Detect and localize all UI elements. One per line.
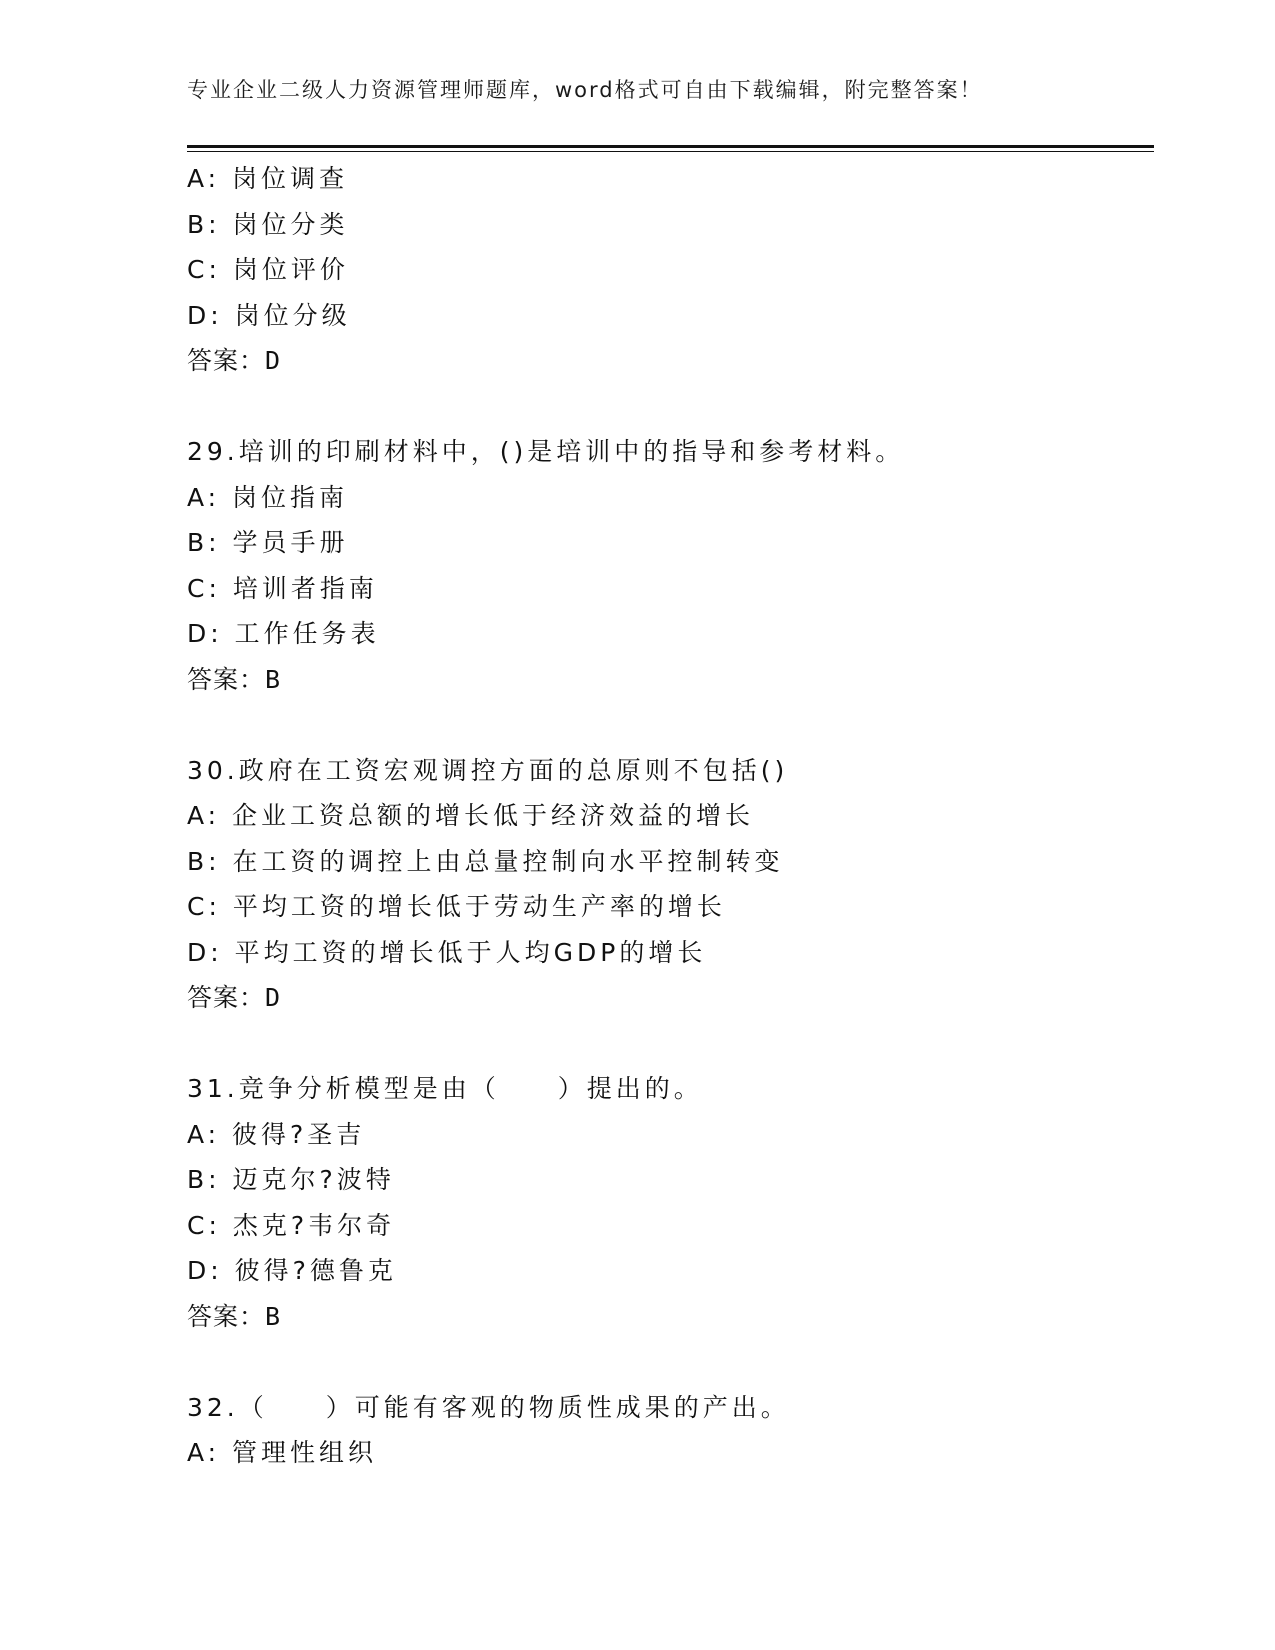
- question-block-30: [187, 748, 1154, 1021]
- spacer: [187, 1339, 1154, 1385]
- question-stem: 30.政府在工资宏观调控方面的总原则不包括(): [187, 755, 789, 785]
- option-c: C: 岗位评价: [187, 255, 349, 284]
- answer-line: 答案：D: [187, 346, 282, 375]
- spacer: [187, 702, 1154, 748]
- option-a: A: 管理性组织: [187, 1438, 378, 1467]
- page-header: 专业企业二级人力资源管理师题库，word格式可自由下载编辑，附完整答案！: [187, 78, 983, 102]
- option-c: C: 平均工资的增长低于劳动生产率的增长: [187, 892, 726, 921]
- question-stem: 32.（ ）可能有客观的物质性成果的产出。: [187, 1392, 790, 1422]
- spacer: [187, 1021, 1154, 1067]
- header-rule-thick: [187, 145, 1154, 148]
- answer-line: 答案：B: [187, 664, 282, 694]
- option-a: A: 岗位调查: [187, 164, 349, 193]
- option-d: D: 工作任务表: [187, 619, 380, 648]
- option-a: A: 企业工资总额的增长低于经济效益的增长: [187, 801, 755, 830]
- spacer: [187, 384, 1154, 430]
- option-b: B: 迈克尔?波特: [187, 1165, 395, 1194]
- question-stem: 29.培训的印刷材料中，()是培训中的指导和参考材料。: [187, 437, 905, 466]
- option-d: D: 彼得?德鲁克: [187, 1256, 397, 1285]
- option-a: A: 彼得?圣吉: [187, 1119, 366, 1149]
- option-c: C: 培训者指南: [187, 573, 378, 603]
- header-rule-thin: [187, 151, 1154, 152]
- option-b: B: 学员手册: [187, 528, 349, 557]
- answer-line: 答案：B: [187, 1301, 282, 1331]
- option-b: B: 岗位分类: [187, 209, 349, 239]
- question-stem: 31.竞争分析模型是由（ ）提出的。: [187, 1074, 703, 1103]
- question-block-28: [187, 156, 1154, 384]
- option-c: C: 杰克?韦尔奇: [187, 1210, 396, 1240]
- option-d: D: 岗位分级: [187, 300, 351, 330]
- option-a: A: 岗位指南: [187, 482, 349, 512]
- option-b: B: 在工资的调控上由总量控制向水平控制转变: [187, 846, 784, 876]
- question-block-29: [187, 429, 1154, 702]
- question-block-32: [187, 1385, 1154, 1476]
- option-d: D: 平均工资的增长低于人均GDP的增长: [187, 937, 707, 967]
- answer-line: 答案：D: [187, 983, 282, 1012]
- question-block-31: [187, 1066, 1154, 1339]
- question-list: [187, 156, 1154, 1476]
